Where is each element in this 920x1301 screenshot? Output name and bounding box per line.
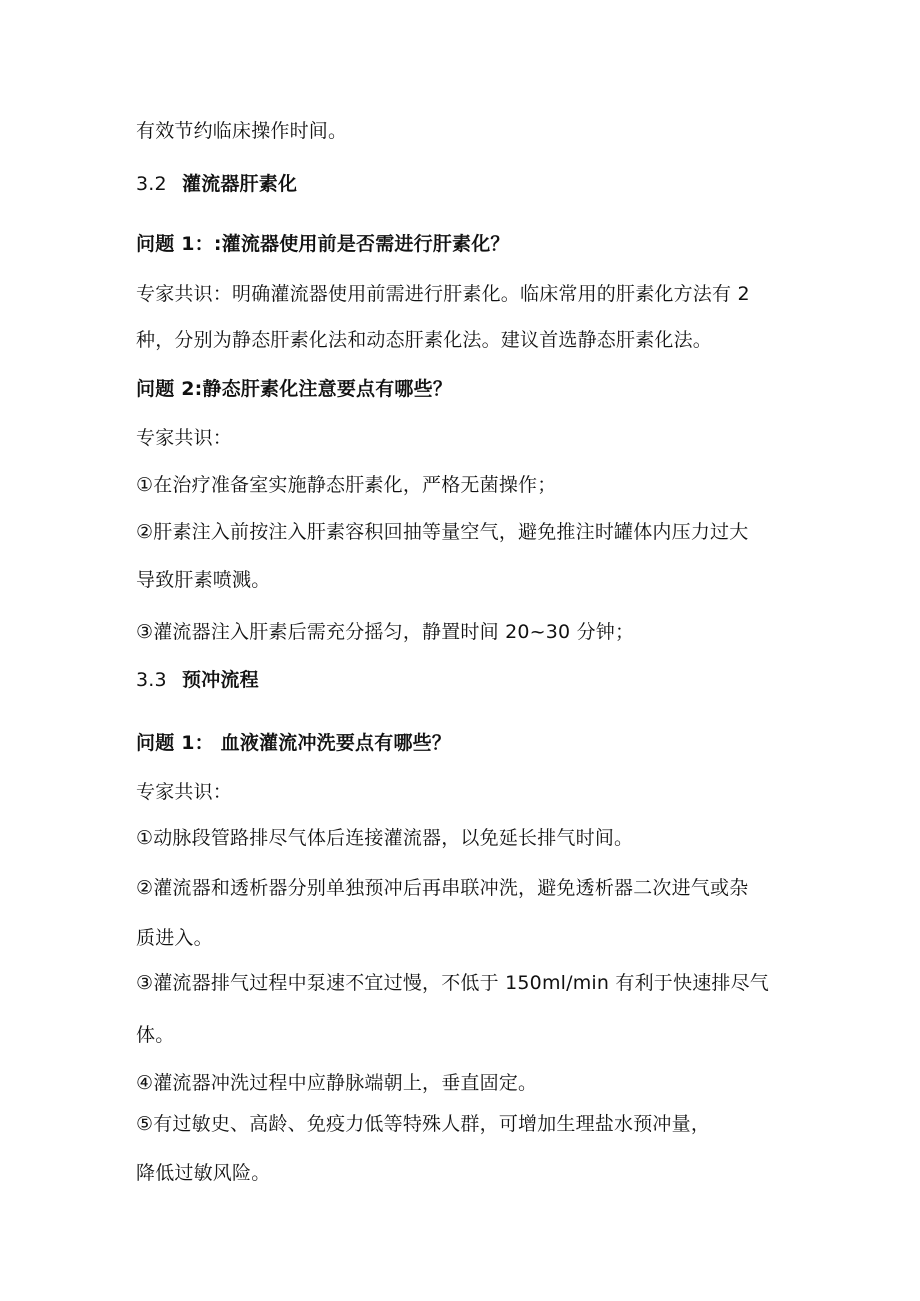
list-item: ⑤有过敏史、高龄、免疫力低等特殊人群，可增加生理盐水预冲量， — [136, 1113, 711, 1135]
section-heading — [136, 668, 259, 692]
question-heading: 问题 2:静态肝素化注意要点有哪些？ — [136, 378, 453, 400]
paragraph-line: 有效节约临床操作时间。 — [136, 120, 348, 142]
paragraph-line: 降低过敏风险。 — [136, 1162, 271, 1184]
list-item: ①在治疗准备室实施静态肝素化，严格无菌操作； — [136, 474, 557, 496]
list-item: ②灌流器和透析器分别单独预冲后再串联冲洗，避免透析器二次进气或杂 — [136, 877, 749, 899]
paragraph-line: 导致肝素喷溅。 — [136, 569, 271, 591]
question-heading: 问题 1：:灌流器使用前是否需进行肝素化？ — [136, 233, 510, 255]
section-number: 3.2 — [136, 173, 167, 195]
paragraph-line: 专家共识：明确灌流器使用前需进行肝素化。临床常用的肝素化方法有 2 — [136, 283, 750, 305]
question-heading: 问题 1： 血液灌流冲洗要点有哪些？ — [136, 732, 452, 754]
list-item: ③灌流器排气过程中泵速不宜过慢，不低于 150ml/min 有利于快速排尽气 — [136, 972, 769, 994]
list-item: ②肝素注入前按注入肝素容积回抽等量空气，避免推注时罐体内压力过大 — [136, 521, 749, 543]
paragraph-line: 专家共识： — [136, 427, 233, 449]
section-number: 3.3 — [136, 669, 167, 691]
section-heading — [136, 172, 297, 196]
list-item: ④灌流器冲洗过程中应静脉端朝上，垂直固定。 — [136, 1072, 538, 1094]
list-item: ③灌流器注入肝素后需充分摇匀，静置时间 20~30 分钟； — [136, 621, 635, 643]
section-title: 灌流器肝素化 — [182, 173, 298, 195]
paragraph-line: 种，分别为静态肝素化法和动态肝素化法。建议首选静态肝素化法。 — [136, 329, 713, 351]
list-item: ①动脉段管路排尽气体后连接灌流器，以免延长排气时间。 — [136, 827, 634, 849]
paragraph-line: 质进入。 — [136, 927, 213, 949]
paragraph-line: 体。 — [136, 1024, 175, 1046]
section-title: 预冲流程 — [182, 669, 259, 691]
paragraph-line: 专家共识： — [136, 781, 233, 803]
